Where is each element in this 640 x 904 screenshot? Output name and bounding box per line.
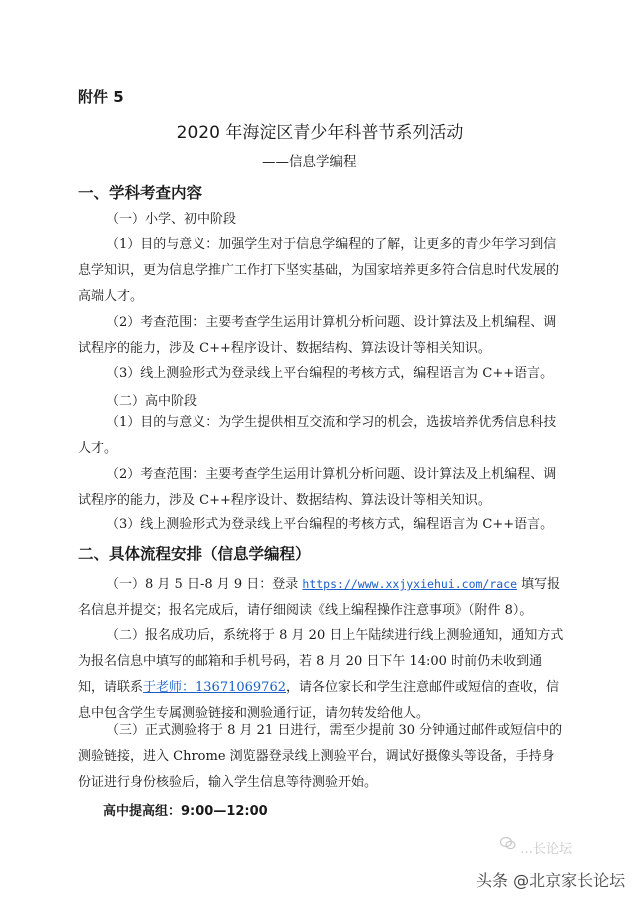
process-step-2-text-a: （二）报名成功后，系统将于 8 月 20 日上午陆续进行线上测验通知，通知方式为报名信息中填写的邮箱和手机号码，若 8 月 20 日下午 14:00 时前仍未收到通知，请联系 — [78, 628, 564, 695]
part1-item-1: （1）目的与意义：加强学生对于信息学编程的了解，让更多的青少年学习到信息学知识，更为信息学推广工作打下坚实基础，为国家培养更多符合信息时代发展的高端人才。 — [78, 237, 560, 304]
document-subtitle: ——信息学编程 — [262, 154, 357, 170]
process-step-1-text-a: （一）8 月 5 日-8 月 9 日：登录 — [106, 577, 303, 592]
teacher-contact-link[interactable]: 于老师：13671069762 — [143, 680, 286, 695]
process-step-2-text-b: ，请各位家长和学生注意邮件或短信的查收，信息中包含学生专属测验链接和测验通行证，请勿转发给他人。 — [78, 680, 560, 721]
part2-item-3: （3）线上测验形式为登录线上平台编程的考核方式，编程语言为 C++语言。 — [106, 517, 554, 532]
annex-label: 附件 5 — [78, 88, 124, 106]
section2-heading: 二、具体流程安排（信息学编程） — [78, 545, 311, 563]
part2-item-1: （1）目的与意义：为学生提供相互交流和学习的机会，选拔培养优秀信息科技人才。 — [78, 415, 557, 456]
process-step-1-text-b: 填写报名信息并提交；报名完成后，请仔细阅读《线上编程操作注意事项》（附件 8）。 — [78, 577, 561, 618]
toutiao-watermark: 头条 @北京家长论坛 — [476, 871, 626, 890]
part2-item-2: （2）考查范围：主要考查学生运用计算机分析问题、设计算法及上机编程、调试程序的能力，涉及 C++程序设计、数据结构、算法设计等相关知识。 — [78, 467, 557, 508]
part2-heading: （二）高中阶段 — [106, 394, 198, 409]
faint-watermark: …长论坛 — [520, 842, 573, 857]
part1-item-2: （2）考查范围：主要考查学生运用计算机分析问题、设计算法及上机编程、调试程序的能力，涉及 C++程序设计、数据结构、算法设计等相关知识。 — [78, 315, 557, 356]
process-step-2 — [78, 623, 566, 727]
document-title: 2020 年海淀区青少年科普节系列活动 — [176, 123, 464, 143]
part1-heading: （一）小学、初中阶段 — [106, 212, 237, 227]
wechat-icon — [500, 836, 516, 850]
section1-heading: 一、学科考查内容 — [78, 184, 203, 202]
registration-link[interactable]: https://www.xxjyxiehui.com/race — [302, 577, 518, 591]
process-step-1 — [78, 571, 566, 624]
schedule-high-school: 高中提高组：9:00—12:00 — [103, 804, 268, 819]
process-step-3: （三）正式测验将于 8 月 21 日进行，需至少提前 30 分钟通过邮件或短信中的测验链接，进入 Chrome 浏览器登录线上测验平台，调试好摄像头等设备，手持身份证进行身份核验后，输入学生信息等待测验开始。 — [78, 723, 563, 790]
part1-item-3: （3）线上测验形式为登录线上平台编程的考核方式，编程语言为 C++语言。 — [106, 366, 554, 381]
